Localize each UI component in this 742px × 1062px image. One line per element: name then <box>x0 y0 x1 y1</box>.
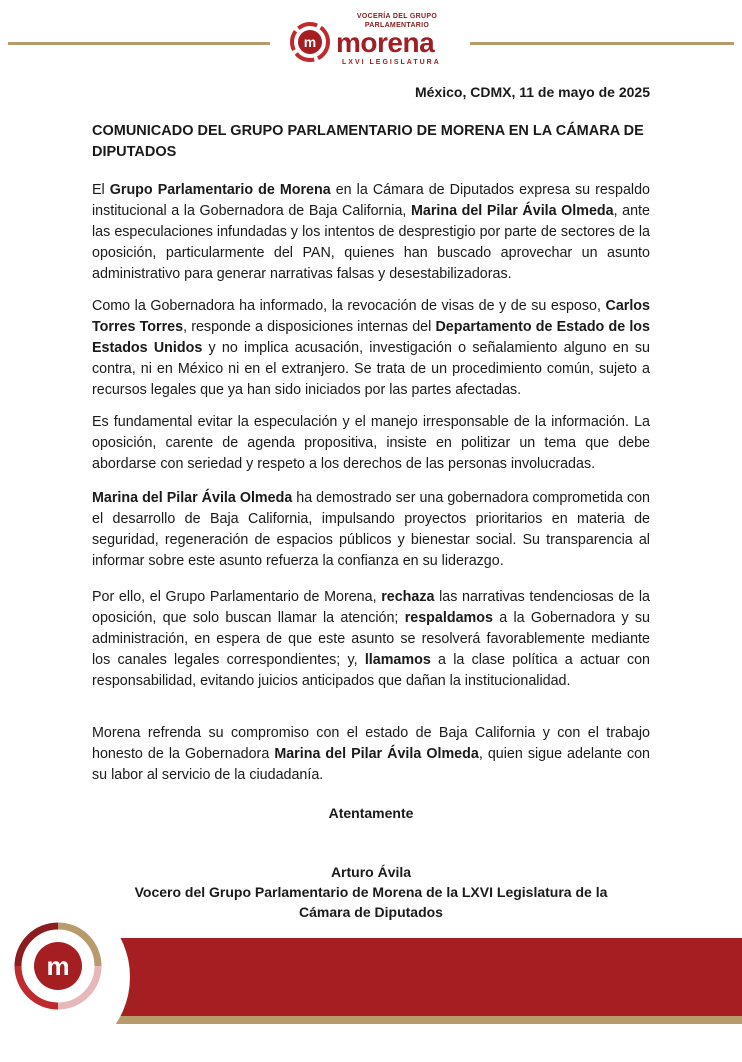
logo-subtitle: LXVI LEGISLATURA <box>342 59 441 66</box>
signer-role-line1: Vocero del Grupo Parlamentario de Morena de la LXVI Legislatura de la <box>134 884 608 900</box>
paragraph-6: Morena refrenda su compromiso con el estado de Baja California y con el trabajo honesto de la Gobernadora Marina del Pilar Ávila Olmeda, quien sigue adelante con su labor al servicio de la ciudadanía. <box>92 725 650 783</box>
logo-top-text: VOCERÍA DEL GRUPO PARLAMENTARIO <box>356 13 438 29</box>
closing: Atentamente <box>328 805 414 821</box>
signer-name: Arturo Ávila <box>330 864 412 880</box>
paragraph-4: Marina del Pilar Ávila Olmeda ha demostrado ser una gobernadora comprometida con el desarrollo de Baja California, impulsando proyectos prioritarios en materia de seguridad, regeneración de espacios públicos y bienestar social. Su transparencia al informar sobre este asunto refuerza la confianza en su liderazgo. <box>92 490 650 569</box>
paragraph-3: Es fundamental evitar la especulación y el manejo irresponsable de la información. La oposición, carente de agenda propositiva, insiste en politizar un tema que debe abordarse con seriedad y respeto a los derechos de las personas involucradas. <box>92 414 650 472</box>
paragraph-2: Como la Gobernadora ha informado, la revocación de visas de y de su esposo, Carlos Torres Torres, responde a disposiciones internas del Departamento de Estado de los Estados Unidos y no implica acusación, investigación o señalamiento alguno en su contra, ni en México ni en el extranjero. Se trata de un procedimiento común, sujeto a recursos legales que ya han sido iniciados por las partes afectadas. <box>92 298 650 398</box>
header-rule-right <box>470 42 734 45</box>
signer-role-line2: Cámara de Diputados <box>299 904 443 920</box>
morena-logo <box>284 9 460 73</box>
paragraph-5: Por ello, el Grupo Parlamentario de Morena, rechaza las narrativas tendenciosas de la oposición, que solo buscan llamar la atención; respaldamos a la Gobernadora y su administración, en espera de que este asunto se resolverá favorablemente mediante los canales legales correspondientes; y, llamamos a la clase política a actuar con responsabilidad, evitando juicios anticipados que dañan la institucionalidad. <box>92 589 651 689</box>
footer-mark-letter: m <box>46 951 70 981</box>
paragraph-1: El Grupo Parlamentario de Morena en la Cámara de Diputados expresa su respaldo institucional a la Gobernadora de Baja California, Marina del Pilar Ávila Olmeda, ante las especulaciones infundadas y los intentos de desprestigio por parte de sectores de la oposición, particularmente del PAN, quienes han buscado aprovechar un asunto administrativo para generar narrativas falsas y desestabilizadoras. <box>92 182 650 282</box>
header-rule-left <box>8 42 270 45</box>
document-title: COMUNICADO DEL GRUPO PARLAMENTARIO DE MORENA EN LA CÁMARA DE DIPUTADOS <box>92 123 644 160</box>
morena-mark-icon <box>290 22 330 62</box>
document-date: México, CDMX, 11 de mayo de 2025 <box>415 84 650 100</box>
logo-wordmark: morena <box>336 27 435 58</box>
footer-morena-mark-icon <box>12 920 104 1012</box>
logo-mark-letter: m <box>303 34 317 50</box>
